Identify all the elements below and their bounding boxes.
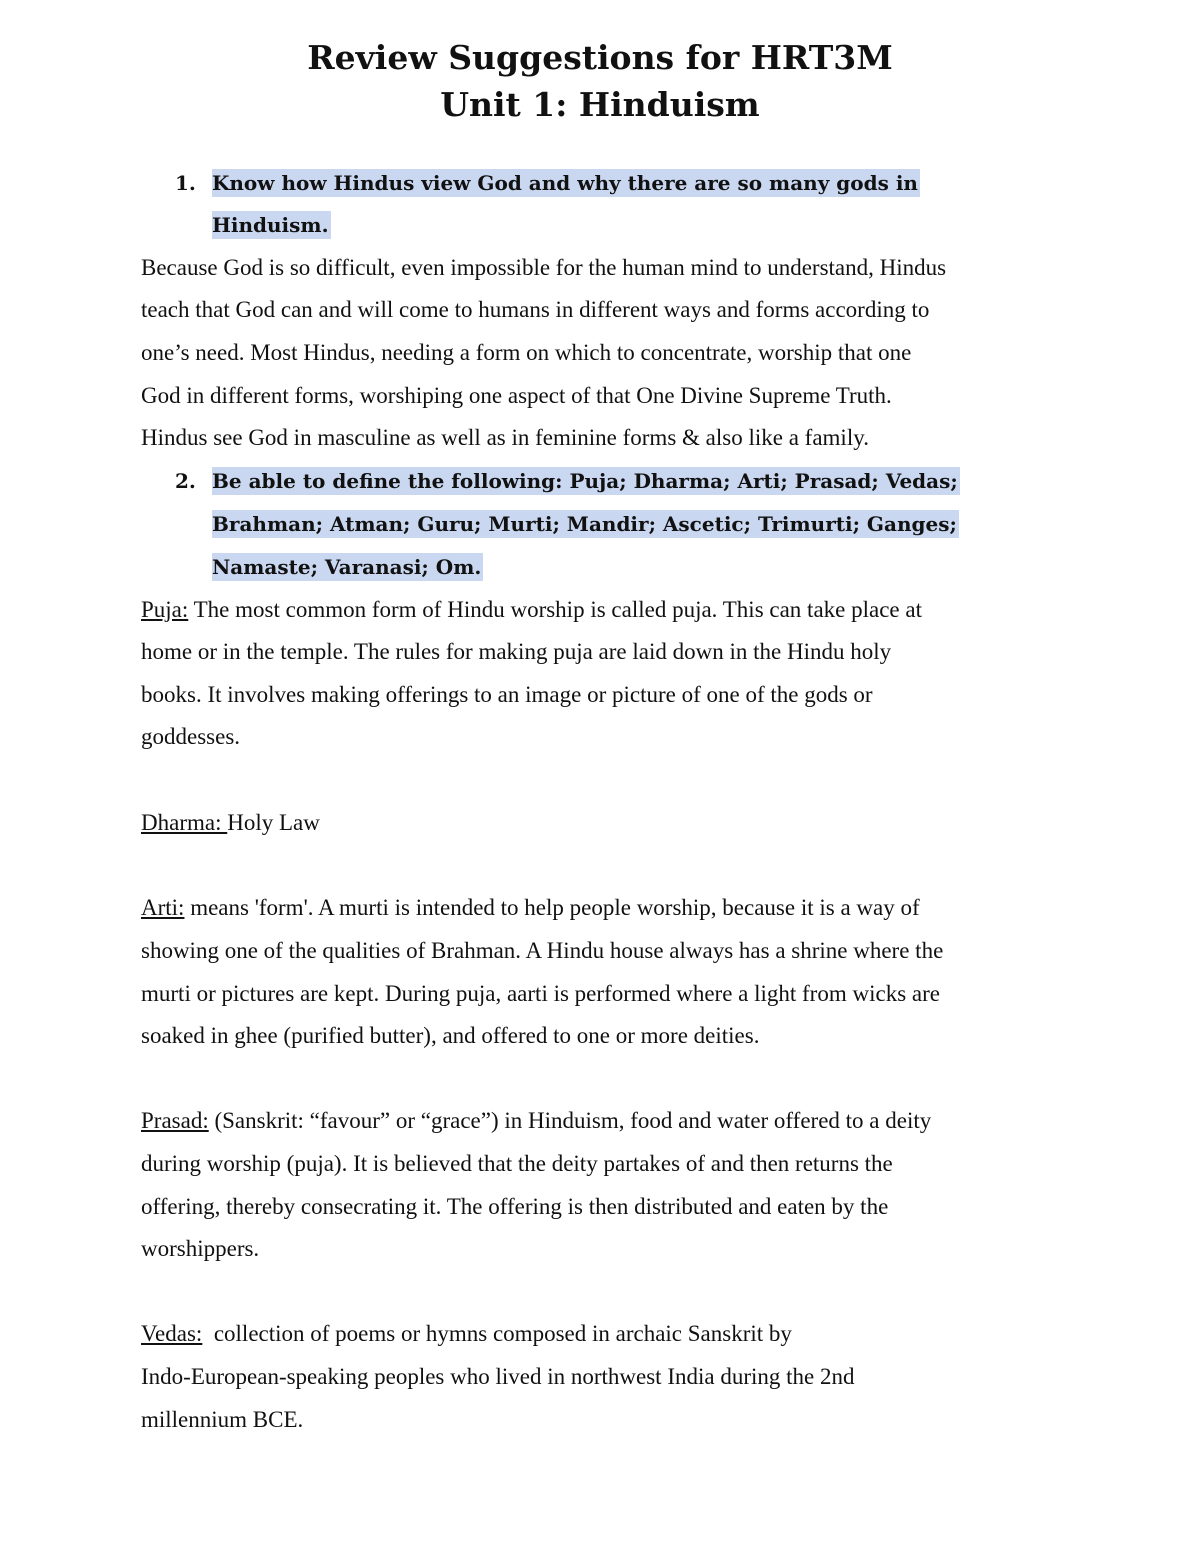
- definition-puja-line: books. It involves making offerings to an image or picture of one of the gods or: [141, 682, 873, 707]
- term-puja: Puja:: [141, 597, 189, 622]
- definition-prasad-line: [141, 1106, 1056, 1136]
- term-prasad: Prasad:: [141, 1108, 209, 1133]
- definition-arti-line: soaked in ghee (purified butter), and offered to one or more deities.: [141, 1023, 760, 1048]
- question-2-line-3: [212, 552, 483, 582]
- definition-vedas-line: Indo-European-speaking peoples who lived in northwest India during the 2nd: [141, 1364, 855, 1389]
- definition-prasad-line: worshippers.: [141, 1236, 260, 1261]
- term-vedas: Vedas:: [141, 1321, 203, 1346]
- question-1-text: Know how Hindus view God and why there are so many gods in: [212, 171, 918, 195]
- definition-puja-line: goddesses.: [141, 724, 241, 749]
- page-subtitle: Unit 1: Hinduism: [440, 85, 760, 124]
- definition-dharma-text: Holy Law: [227, 810, 320, 835]
- answer-1-line: one’s need. Most Hindus, needing a form on which to concentrate, worship that one: [141, 340, 912, 365]
- question-1-line-2: [212, 210, 331, 240]
- definition-puja-line: home or in the temple. The rules for making puja are laid down in the Hindu holy: [141, 639, 892, 664]
- definition-vedas-text: collection of poems or hymns composed in archaic Sanskrit by: [202, 1321, 792, 1346]
- question-1-text: Hinduism.: [212, 213, 329, 237]
- answer-1-line: Hindus see God in masculine as well as in feminine forms & also like a family.: [141, 425, 869, 450]
- question-1-line-1: [212, 168, 920, 198]
- definition-puja-line: [141, 595, 1056, 625]
- answer-1-line: God in different forms, worshiping one aspect of that One Divine Supreme Truth.: [141, 383, 892, 408]
- definition-arti-line: murti or pictures are kept. During puja, aarti is performed where a light from wicks are: [141, 981, 940, 1006]
- definition-vedas-line: [141, 1319, 1056, 1349]
- question-2-number: 2.: [175, 469, 196, 493]
- page-title: Review Suggestions for HRT3M: [307, 38, 893, 77]
- question-2-line-1: [212, 466, 960, 496]
- definition-arti-line: [141, 893, 1056, 923]
- definition-arti-text: means 'form'. A murti is intended to help people worship, because it is a way of: [184, 895, 920, 920]
- question-1-number: 1.: [175, 171, 196, 195]
- definition-puja-text: The most common form of Hindu worship is called puja. This can take place at: [188, 597, 922, 622]
- answer-1-line: Because God is so difficult, even impossible for the human mind to understand, Hindus: [141, 255, 947, 280]
- question-2-text: Brahman; Atman; Guru; Murti; Mandir; Ascetic; Trimurti; Ganges;: [212, 512, 957, 536]
- term-dharma: Dharma:: [141, 810, 228, 835]
- definition-prasad-text: (Sanskrit: “favour” or “grace”) in Hinduism, food and water offered to a deity: [208, 1108, 932, 1133]
- definition-prasad-line: during worship (puja). It is believed that the deity partakes of and then returns the: [141, 1151, 893, 1176]
- question-2-line-2: [212, 509, 959, 539]
- answer-1-line: teach that God can and will come to humans in different ways and forms according to: [141, 297, 930, 322]
- definition-prasad-line: offering, thereby consecrating it. The offering is then distributed and eaten by the: [141, 1194, 889, 1219]
- definition-dharma-line: [141, 808, 1056, 838]
- question-2-text: Be able to define the following: Puja; Dharma; Arti; Prasad; Vedas;: [212, 469, 958, 493]
- definition-arti-line: showing one of the qualities of Brahman. A Hindu house always has a shrine where the: [141, 938, 944, 963]
- definition-vedas-line: millennium BCE.: [141, 1407, 304, 1432]
- question-2-text: Namaste; Varanasi; Om.: [212, 555, 482, 579]
- term-arti: Arti:: [141, 895, 185, 920]
